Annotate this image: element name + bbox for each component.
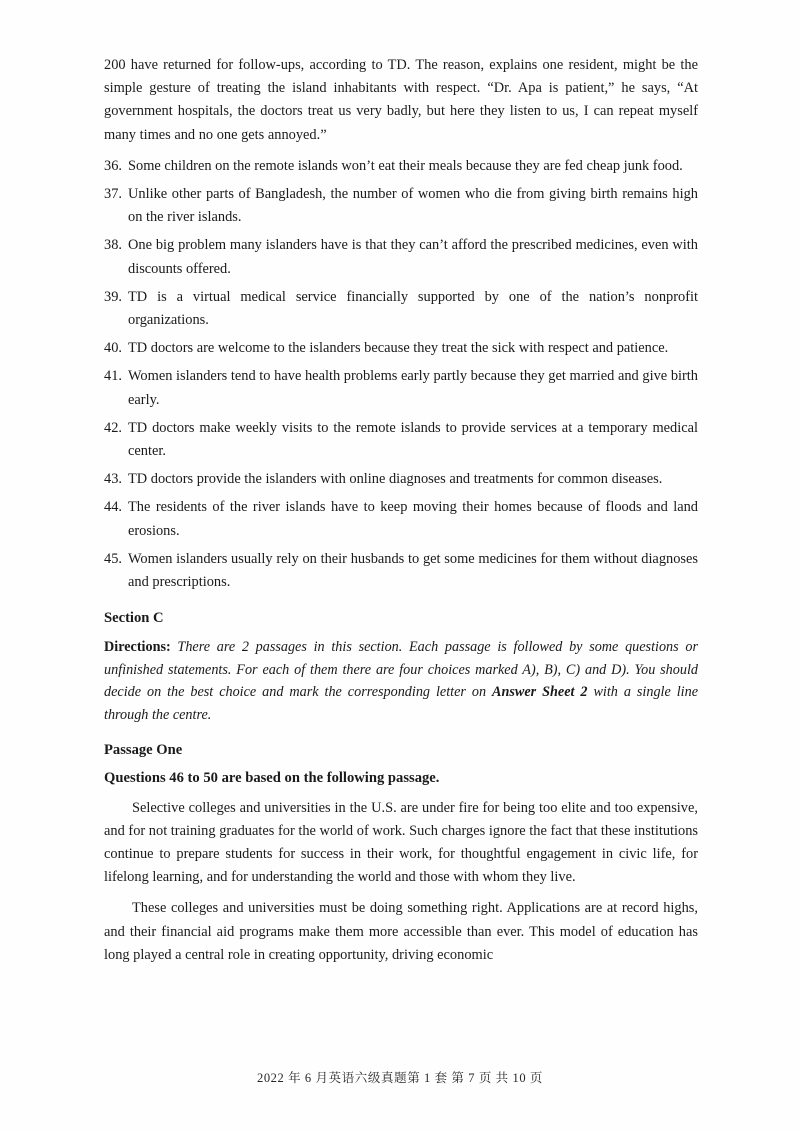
- passage-paragraph-1: Selective colleges and universities in the U.S. are under fire for being too elite and too expensive, and for not training graduates for the world of work. Such charges ignore the fact that these institutions continue to prepare students for success in their work, for thoughtful engagement in civic life, for lifelong learning, and for understanding the world and those with whom they live.: [104, 799, 698, 886]
- section-c-heading: Section C: [104, 610, 164, 627]
- list-item: [104, 155, 698, 178]
- directions-text-part2: with a single line through the centre.: [104, 684, 699, 724]
- list-item-number: 42.: [104, 419, 122, 436]
- list-item-number: 39.: [104, 288, 122, 305]
- list-item-text: TD is a virtual medical service financially supported by one of the nation’s nonprofit organizations.: [128, 288, 698, 329]
- list-item: [104, 365, 698, 411]
- continued-paragraph: 200 have returned for follow-ups, according to TD. The reason, explains one resident, might be the simple gesture of treating the island inhabitants with respect. “Dr. Apa is patient,” he says, “At government hospitals, the doctors treat us very badly, but here they listen to us, I can repeat myself many times and no one gets annoyed.”: [104, 57, 698, 143]
- list-item-text: Unlike other parts of Bangladesh, the number of women who die from giving birth remains high on the river islands.: [128, 186, 698, 226]
- list-item-number: 45.: [104, 550, 122, 567]
- list-item-text: TD doctors provide the islanders with online diagnoses and treatments for common diseases.: [128, 471, 663, 488]
- directions-text-part1: There are 2 passages in this section. Each passage is followed by some questions or unfinished statements. For each of them there are four choices marked A), B), C) and D). You should decide on the best choice and mark the corresponding letter on: [104, 639, 698, 701]
- section-c-directions: [104, 636, 698, 726]
- list-item: [104, 234, 698, 280]
- list-item: [104, 417, 698, 463]
- statement-list: [104, 155, 698, 594]
- page-footer: 2022 年 6 月英语六级真题第 1 套 第 7 页 共 10 页: [256, 1071, 544, 1085]
- list-item-text: TD doctors are welcome to the islanders because they treat the sick with respect and patience.: [128, 340, 669, 357]
- passage-one-heading: Passage One: [104, 741, 183, 758]
- list-item-number: 36.: [104, 157, 122, 174]
- passage-paragraph-2: These colleges and universities must be doing something right. Applications are at record highs, and their financial aid programs make them more accessible than ever. This model of education has long played a central role in creating opportunity, driving economic: [104, 900, 698, 963]
- list-item-text: Some children on the remote islands won’t eat their meals because they are fed cheap junk food.: [128, 157, 683, 174]
- list-item-number: 43.: [104, 471, 122, 488]
- questions-range-heading: Questions 46 to 50 are based on the following passage.: [104, 769, 440, 786]
- list-item: [104, 496, 698, 542]
- list-item-number: 41.: [104, 368, 122, 385]
- answer-sheet-emphasis: Answer Sheet 2: [492, 684, 588, 701]
- list-item: [104, 183, 698, 229]
- list-item-number: 44.: [104, 499, 122, 516]
- list-item-text: Women islanders tend to have health problems early partly because they get married and give birth early.: [128, 368, 698, 408]
- list-item: [104, 468, 698, 491]
- list-item: [104, 548, 698, 594]
- list-item-text: The residents of the river islands have to keep moving their homes because of floods and land erosions.: [128, 499, 698, 539]
- list-item-number: 38.: [104, 237, 122, 254]
- list-item-text: One big problem many islanders have is that they can’t afford the prescribed medicines, even with discounts offered.: [128, 237, 698, 277]
- list-item-number: 40.: [104, 340, 122, 357]
- list-item-text: Women islanders usually rely on their husbands to get some medicines for them without diagnoses and prescriptions.: [128, 550, 698, 591]
- list-item-number: 37.: [104, 186, 122, 203]
- list-item: [104, 286, 698, 332]
- list-item: [104, 337, 698, 360]
- page-content: [104, 54, 698, 967]
- directions-label: Directions:: [104, 639, 171, 656]
- list-item-text: TD doctors make weekly visits to the remote islands to provide services at a temporary medical center.: [128, 419, 698, 460]
